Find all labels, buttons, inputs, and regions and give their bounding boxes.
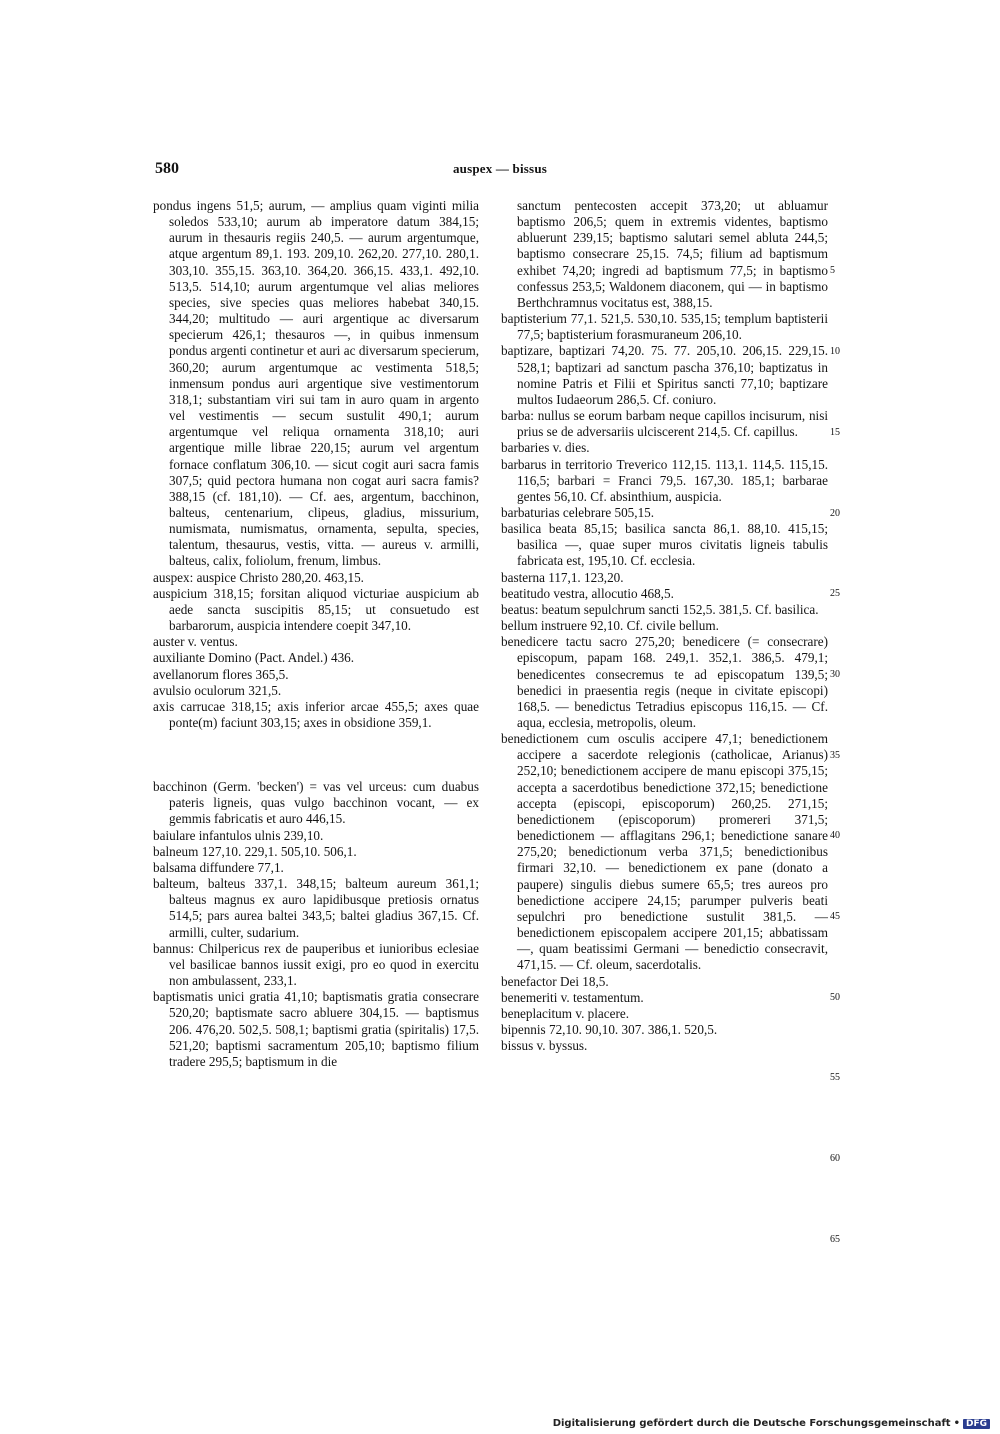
line-number: 65: [830, 1234, 840, 1245]
index-entry: balteum, balteus 337,1. 348,15; balteum aureum 361,1; balteus magnus ex auro lapidibusque pretiosis ornatus 514,5; pars aurea baltei 343,5; baltei gladius 367,15. Cf. armilli, culter, sudarium.: [153, 876, 479, 940]
index-entry: baptismatis unici gratia 41,10; baptismatis gratia consecrare 520,20; baptismate sacro abluere 304,15. — baptismus 206. 476,20. 502,5. 508,1; baptismi gratia (spiritalis) 17,5. 521,20; baptismi sacramentum 205,10; baptismo filium tradere 295,5; baptismum in die: [153, 989, 479, 1069]
running-head: auspex — bissus: [452, 161, 548, 176]
index-entry: baptizare, baptizari 74,20. 75. 77. 205,10. 206,15. 229,15. 528,1; baptizari ad sanctum pascha 376,10; baptizatus in nomine Patris et Filii et Spiritus sancti 77,10; baptizare multos Iudaeorum 286,5. Cf. coniuro.: [501, 343, 828, 407]
index-entry: barbaturias celebrare 505,15.: [501, 504, 655, 520]
index-entry: auspicium 318,15; forsitan aliquod victuriae auspicium ab aede sancta suscipitis 85,15; ut consuetudo est barbarorum, auspicia intendere coepit 347,10.: [153, 585, 479, 634]
index-entry: beneplacitum v. placere.: [501, 1005, 630, 1021]
index-entry: barba: nullus se eorum barbam neque capillos incisurum, nisi prius se de adversariis ulciscerent 214,5. Cf. capillus.: [501, 408, 828, 440]
index-entry: bacchinon (Germ. 'becken') = vas vel urceus: cum duabus pateris ligneis, quas vulgo bacchinon vocant, — ex gemmis fabricatis et auro 446,15.: [153, 779, 479, 827]
line-number: 25: [830, 588, 840, 599]
index-entry: baptisterium 77,1. 521,5. 530,10. 535,15; templum baptisterii 77,5; baptisterium forasmuraneum 206,10.: [501, 311, 828, 343]
index-entry: bipennis 72,10. 90,10. 307. 386,1. 520,5.: [501, 1021, 718, 1037]
index-entry: avulsio oculorum 321,5.: [153, 682, 282, 698]
index-entry: baiulare infantulos ulnis 239,10.: [153, 827, 324, 843]
digitization-credit: [553, 1418, 990, 1429]
index-entry: bellum instruere 92,10. Cf. civile bellum.: [501, 618, 719, 634]
section-gap: [153, 731, 479, 779]
line-number: 35: [830, 750, 840, 761]
index-entry: barbarus in territorio Treverico 112,15. 113,1. 114,5. 115,15. 116,5; barbari = Franci 79,5. 167,30. 185,1; barbarae gentes 56,10. Cf. absinthium, auspicia.: [501, 456, 828, 504]
index-entry: bannus: Chilpericus rex de pauperibus et iunioribus eclesiae vel basilicae bannos iussit exigi, pro eo quod in exercitu non ambulassent, 233,1.: [153, 940, 479, 989]
line-number: 55: [830, 1072, 840, 1083]
index-entry: barbaries v. dies.: [501, 440, 590, 456]
line-number: 15: [830, 427, 840, 438]
credit-text: Digitalisierung gefördert durch die Deutsche Forschungsgemeinschaft: [552, 1418, 951, 1429]
index-entry-continued: sanctum pentecosten accepit 373,20; ut abluamur baptismo 206,5; quem in extremis videntes, baptismo abluerunt 239,15; baptismo salutari semel abluta 244,5; baptismo consecrare 25,15. 74,5; filium ad baptismum exhibet 74,20; ingredi ad baptismum 77,5; in baptismo confessus 253,5; Waldonem diaconem, qui — in baptismo Berthchramnus vocitatus est, 388,15.: [517, 198, 828, 310]
page-number: 580: [155, 160, 179, 177]
index-entry: benedictionem cum osculis accipere 47,1; benedictionem accipere a sacerdote relegionis (catholicae, Arianus) 252,10; benedictionem accipere de manu episcopi 375,15; accepta a sacerdotibus benedictione 372,15; benedictione accepta (episcopi, episcoporum) 260,25. 271,15; benedictionem (episcoporum) promereri 371,5; benedictionem — afflagitans 296,1; benedictione sanare 275,20; benedictionum verba 371,5; benedictionibus firmari 32,10. — benedictionem ex pane (donato a paupere) singulis diebus sumere 65,5; tres aureos pro benedictione accipere 24,15; parumper pulveris beati sepulchri pro benedictione sustulit 381,5. — benedictionem episcopalem accipere 201,15; abbatissam —, quam beatissimi Germani — benedictio consecravit, 471,15. — Cf. oleum, sacerdotalis.: [501, 731, 828, 973]
index-entry: beatitudo vestra, allocutio 468,5.: [501, 585, 674, 601]
left-column: [153, 198, 479, 1070]
index-entry: axis carrucae 318,15; axis inferior arcae 455,5; axes quae ponte(m) faciunt 303,15; axes in obsidione 359,1.: [153, 698, 479, 730]
index-entry: balneum 127,10. 229,1. 505,10. 506,1.: [153, 843, 357, 859]
line-number: 20: [830, 508, 840, 519]
index-entry: bissus v. byssus.: [501, 1038, 588, 1054]
line-number: 5: [830, 265, 835, 276]
index-entry: auxiliante Domino (Pact. Andel.) 436.: [153, 650, 355, 666]
right-column: [501, 198, 828, 1054]
line-number: 40: [830, 830, 840, 841]
line-number: 45: [830, 911, 840, 922]
dfg-logo: DFG: [963, 1419, 990, 1429]
line-number: 30: [830, 669, 840, 680]
index-entry: basterna 117,1. 123,20.: [501, 569, 624, 585]
index-entry: benemeriti v. testamentum.: [501, 989, 644, 1005]
index-entry: auster v. ventus.: [153, 634, 238, 650]
separator-dot: •: [953, 1418, 960, 1429]
index-entry: basilica beata 85,15; basilica sancta 86,1. 88,10. 415,15; basilica —, quae super muros civitatis ligneis tabulis fabricata est, 195,10. Cf. ecclesia.: [501, 521, 828, 569]
line-number: 60: [830, 1153, 840, 1164]
index-entry: pondus ingens 51,5; aurum, — amplius quam viginti milia soledos 533,10; aurum ab imperatore datum 384,15; aurum in thesauris regiis 240,5. — aurum argentumque, atque argentum 89,1. 193. 209,10. 262,20. 277,10. 280,1. 303,10. 355,15. 363,10. 364,20. 366,15. 433,1. 492,10. 513,5. 514,10; aurum argentumque vel alias meliores species, sive species quas meliores habebat 340,15. 344,20; multitudo — auri argentique ac diversarum specierum 426,1; thesauros —, in quibus inmensum pondus argenti continetur et auri ac diversarum specierum, 360,20; aurum argentumque ac vestimenta 518,5; inmensum pondus auri argentique sive vestimentorum 318,1; substantiam viri sui tam in auro quam in argento vel vestimentis — secum sustulit 490,1; aurum argentumque vel reliqua ornamenta 318,10; auri argentique mille librae 220,15; aurum vel argentum fornace conflatum 306,10. — sicut cogit auri sacra famis 307,5; quid pectora humana non cogat auri sacra famis? 388,15 (cf. 181,10). — Cf. aes, argentum, bacchinon, balteus, centenarium, clipeus, gladius, missurium, numismata, numismatus, ornamenta, sepulta, species, talentum, thesaurus, vestis, vitta. — aureus v. armilli, balteus, calix, foliolum, frenum, limbus.: [153, 198, 479, 569]
index-entry: avellanorum flores 365,5.: [153, 666, 289, 682]
index-entry: balsama diffundere 77,1.: [153, 859, 284, 875]
index-entry: benedicere tactu sacro 275,20; benedicere (= consecrare) episcopum, papam 168. 249,1. 352,1. 386,5. 479,1; benedicentes consecremus te ad episcopatum 139,5; benedici in praesentia regis (neque in civitate episcopi) 168,5. — benedictus Tetradius episcopus 116,15. — Cf. aqua, ecclesia, metropolis, oleum.: [501, 634, 828, 730]
index-entry: beatus: beatum sepulchrum sancti 152,5. 381,5. Cf. basilica.: [501, 601, 819, 617]
line-number: 10: [830, 346, 840, 357]
index-entry: auspex: auspice Christo 280,20. 463,15.: [153, 569, 364, 585]
index-entry: benefactor Dei 18,5.: [501, 973, 609, 989]
line-number: 50: [830, 992, 840, 1003]
